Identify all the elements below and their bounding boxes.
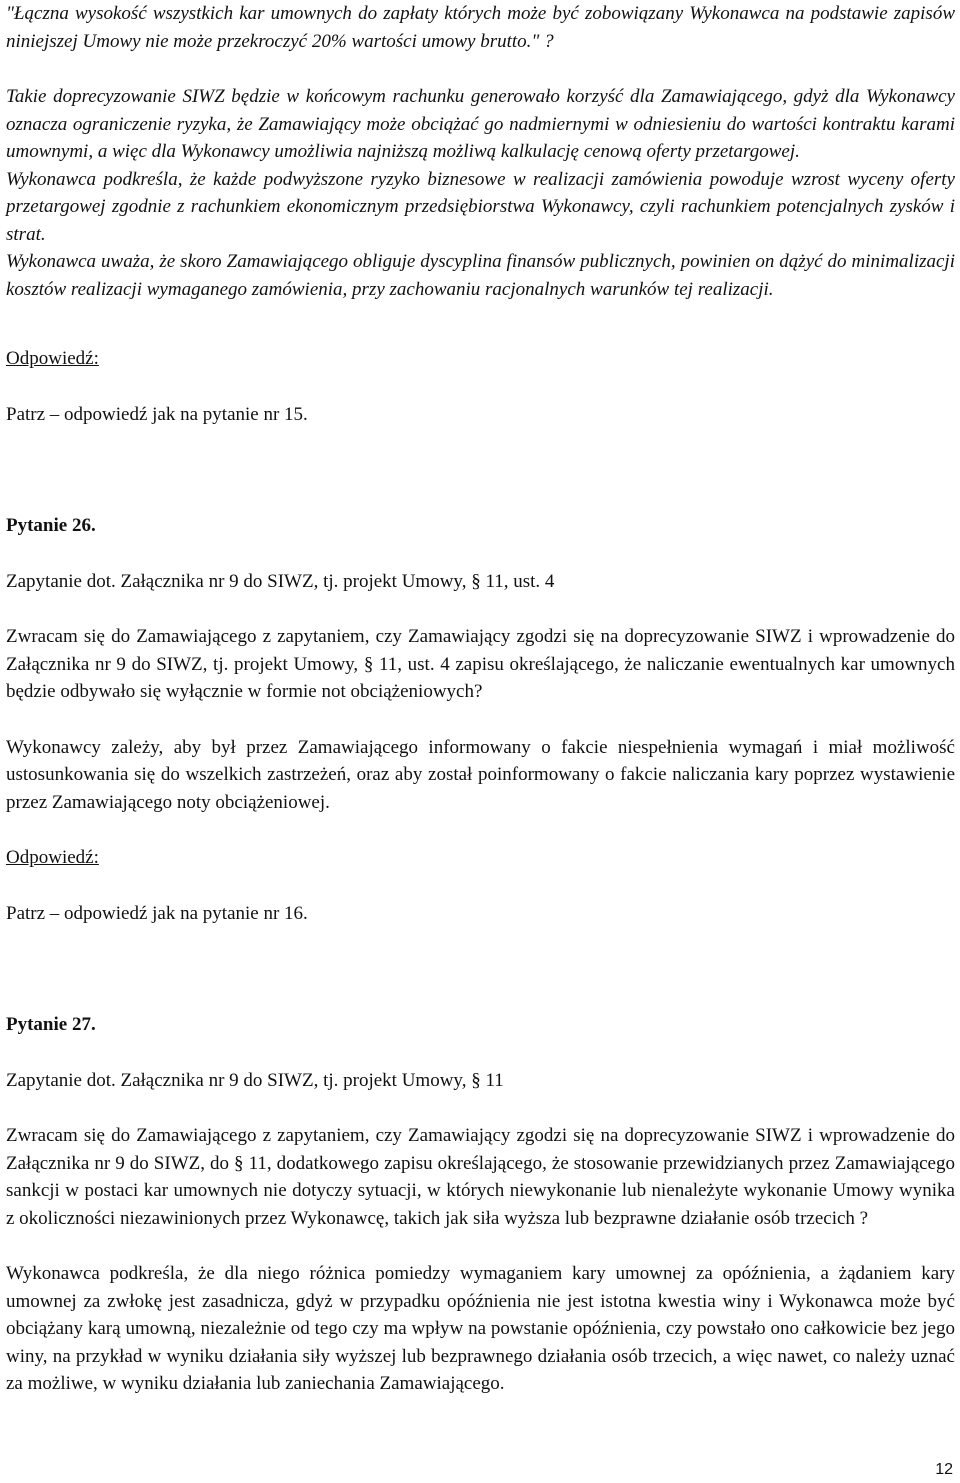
intro-quote: "Łączna wysokość wszystkich kar umownych do zapłaty których może być zobowiązany Wykonawca na podstawie zapisów niniejszej Umowy nie może przekroczyć 20% wartości umowy brutto." ?: [6, 3, 955, 52]
question-27-reference: Zapytanie dot. Załącznika nr 9 do SIWZ, tj. projekt Umowy, § 11: [6, 1069, 504, 1091]
page-number: 12: [935, 1461, 953, 1478]
intro-paragraph-2: Wykonawca podkreśla, że każde podwyższone ryzyko biznesowe w realizacji zamówienia powoduje wzrost wyceny oferty przetargowej zgodnie z rachunkiem ekonomicznym przedsiębiorstwa Wykonawcy, czyli rachunkiem potencjalnych zysków i strat.: [6, 168, 955, 245]
answer-label: Odpowiedź:: [6, 348, 99, 369]
question-26-paragraph-2: Wykonawcy zależy, aby był przez Zamawiającego informowany o fakcie niespełnienia wymagań i miał możliwość ustosunkowania się do wszelkich zastrzeżeń, oraz aby został poinformowany o fakcie naliczania kary poprzez wystawienie przez Zamawiającego noty obciążeniowej.: [6, 736, 955, 813]
question-26-answer-label: Odpowiedź:: [6, 847, 99, 868]
question-26-reference: Zapytanie dot. Załącznika nr 9 do SIWZ, tj. projekt Umowy, § 11, ust. 4: [6, 570, 555, 592]
question-26-paragraph-1: Zwracam się do Zamawiającego z zapytaniem, czy Zamawiający zgodzi się na doprecyzowanie SIWZ i wprowadzenie do Załącznika nr 9 do SIWZ, tj. projekt Umowy, § 11, ust. 4 zapisu określającego, że naliczanie ewentualnych kar umownych będzie odbywało się wyłącznie w formie not obciążeniowych?: [6, 626, 955, 702]
intro-paragraph-3: Wykonawca uważa, że skoro Zamawiającego obliguje dyscyplina finansów publicznych, powinien on dążyć do minimalizacji kosztów realizacji wymaganego zamówienia, przy zachowaniu racjonalnych warunków tej realizacji.: [6, 251, 955, 300]
question-26-title: Pytanie 26.: [6, 515, 96, 536]
intro-paragraph-1: Takie doprecyzowanie SIWZ będzie w końcowym rachunku generowało korzyść dla Zamawiającego, gdyż dla Wykonawcy oznacza ograniczenie ryzyka, że Zamawiający może obciążać go nadmiernymi w odniesieniu do wartości kontraktu karami umownymi, a więc dla Wykonawcy umożliwia najniższą możliwą kalkulację cenową oferty przetargowej.: [6, 86, 955, 162]
answer-text: Patrz – odpowiedź jak na pytanie nr 15.: [6, 403, 308, 425]
question-27-title: Pytanie 27.: [6, 1014, 96, 1035]
question-26-answer-text: Patrz – odpowiedź jak na pytanie nr 16.: [6, 902, 308, 924]
document-page: [6, 0, 955, 1398]
question-27-paragraph-2: Wykonawca podkreśla, że dla niego różnica pomiedzy wymaganiem kary umownej za opóźnienia, a żądaniem kary umownej za zwłokę jest zasadnicza, gdyż w przypadku opóźnienia nie jest istotna kwestia winy i Wykonawca może być obciążany karą umowną, niezależnie od tego czy ma wpływ na powstanie opóźnienia, czy powstało ono całkowicie bez jego winy, na przykład w wyniku działania siły wyższej lub bezprawnego działania osób trzecich, a więc nawet, co należy uznać za możliwe, w wyniku działania lub zaniechania Zamawiającego.: [6, 1263, 955, 1394]
question-27-paragraph-1: Zwracam się do Zamawiającego z zapytaniem, czy Zamawiający zgodzi się na doprecyzowanie SIWZ i wprowadzenie do Załącznika nr 9 do SIWZ, do § 11, dodatkowego zapisu określającego, że stosowanie przewidzianych przez Zamawiającego sankcji w postaci kar umownych nie dotyczy sytuacji, w których niewykonanie lub nienależyte wykonanie Umowy wynika z okoliczności niezawinionych przez Wykonawcę, takich jak siła wyższa lub bezprawne działanie osób trzecich ?: [6, 1125, 955, 1229]
